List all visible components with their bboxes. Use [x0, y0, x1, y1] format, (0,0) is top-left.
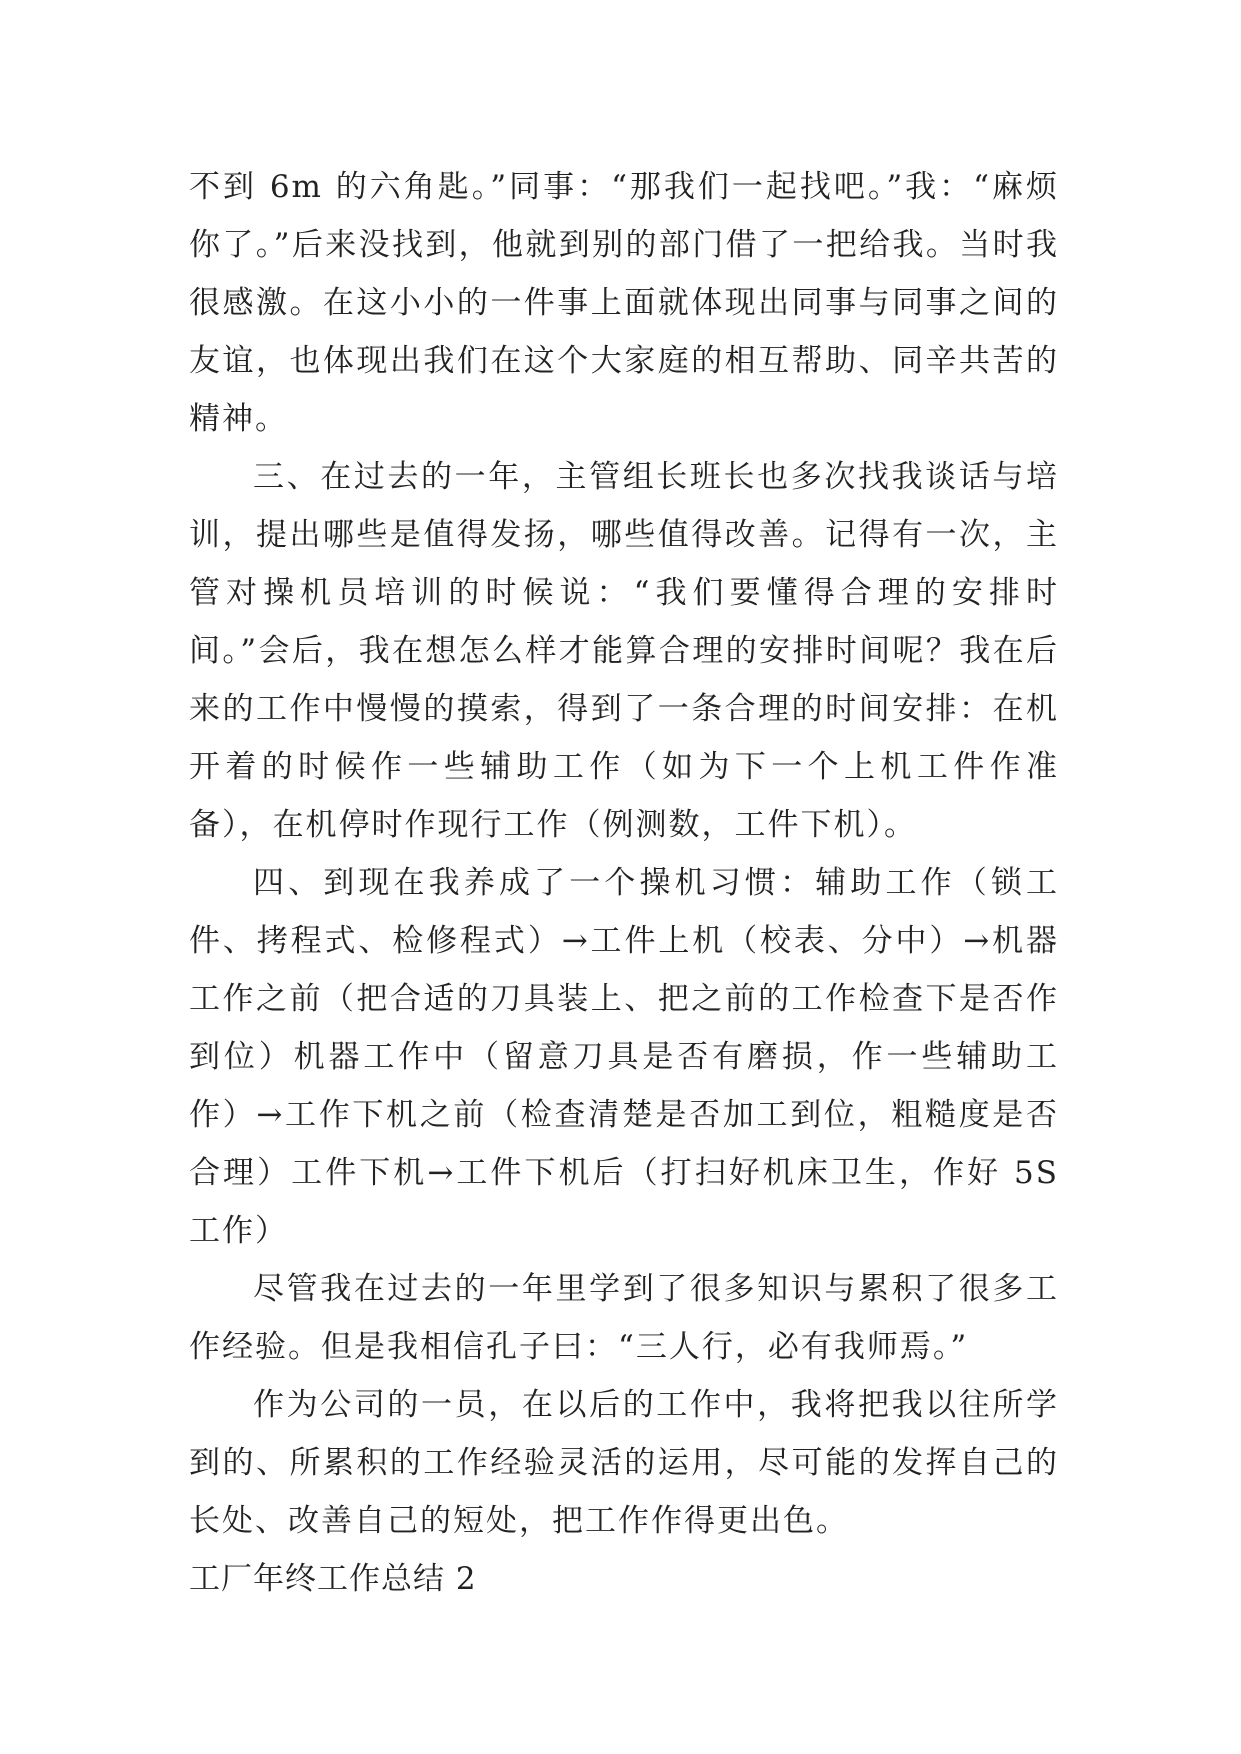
paragraph-4: 尽管我在过去的一年里学到了很多知识与累积了很多工作经验。但是我相信孔子曰：“三人行，必有我师焉。”	[189, 1271, 1059, 1365]
paragraph-5: 作为公司的一员，在以后的工作中，我将把我以往所学到的、所累积的工作经验灵活的运用，尽可能的发挥自己的长处、改善自己的短处，把工作作得更出色。	[189, 1387, 1059, 1539]
paragraph-2: 三、在过去的一年，主管组长班长也多次找我谈话与培训，提出哪些是值得发扬，哪些值得改善。记得有一次，主管对操机员培训的时候说：“我们要懂得合理的安排时间。”会后，我在想怎么样才能算合理的安排时间呢？我在后来的工作中慢慢的摸索，得到了一条合理的时间安排：在机开着的时候作一些辅助工作（如为下一个上机工件作准备），在机停时作现行工作（例测数，工件下机）。	[189, 459, 1059, 843]
section-title: 工厂年终工作总结 2	[189, 1561, 477, 1597]
document-body	[189, 158, 1059, 1608]
paragraph-1: 不到 6m 的六角匙。”同事：“那我们一起找吧。”我：“麻烦你了。”后来没找到，他就到别的部门借了一把给我。当时我很感激。在这小小的一件事上面就体现出同事与同事之间的友谊，也体现出我们在这个大家庭的相互帮助、同辛共苦的精神。	[189, 169, 1059, 437]
paragraph-3: 四、到现在我养成了一个操机习惯：辅助工作（锁工件、拷程式、检修程式）→工件上机（校表、分中）→机器工作之前（把合适的刀具装上、把之前的工作检查下是否作到位）机器工作中（留意刀具是否有磨损，作一些辅助工作）→工作下机之前（检查清楚是否加工到位，粗糙度是否合理）工件下机→工件下机后（打扫好机床卫生，作好 5S 工作）	[189, 865, 1059, 1249]
